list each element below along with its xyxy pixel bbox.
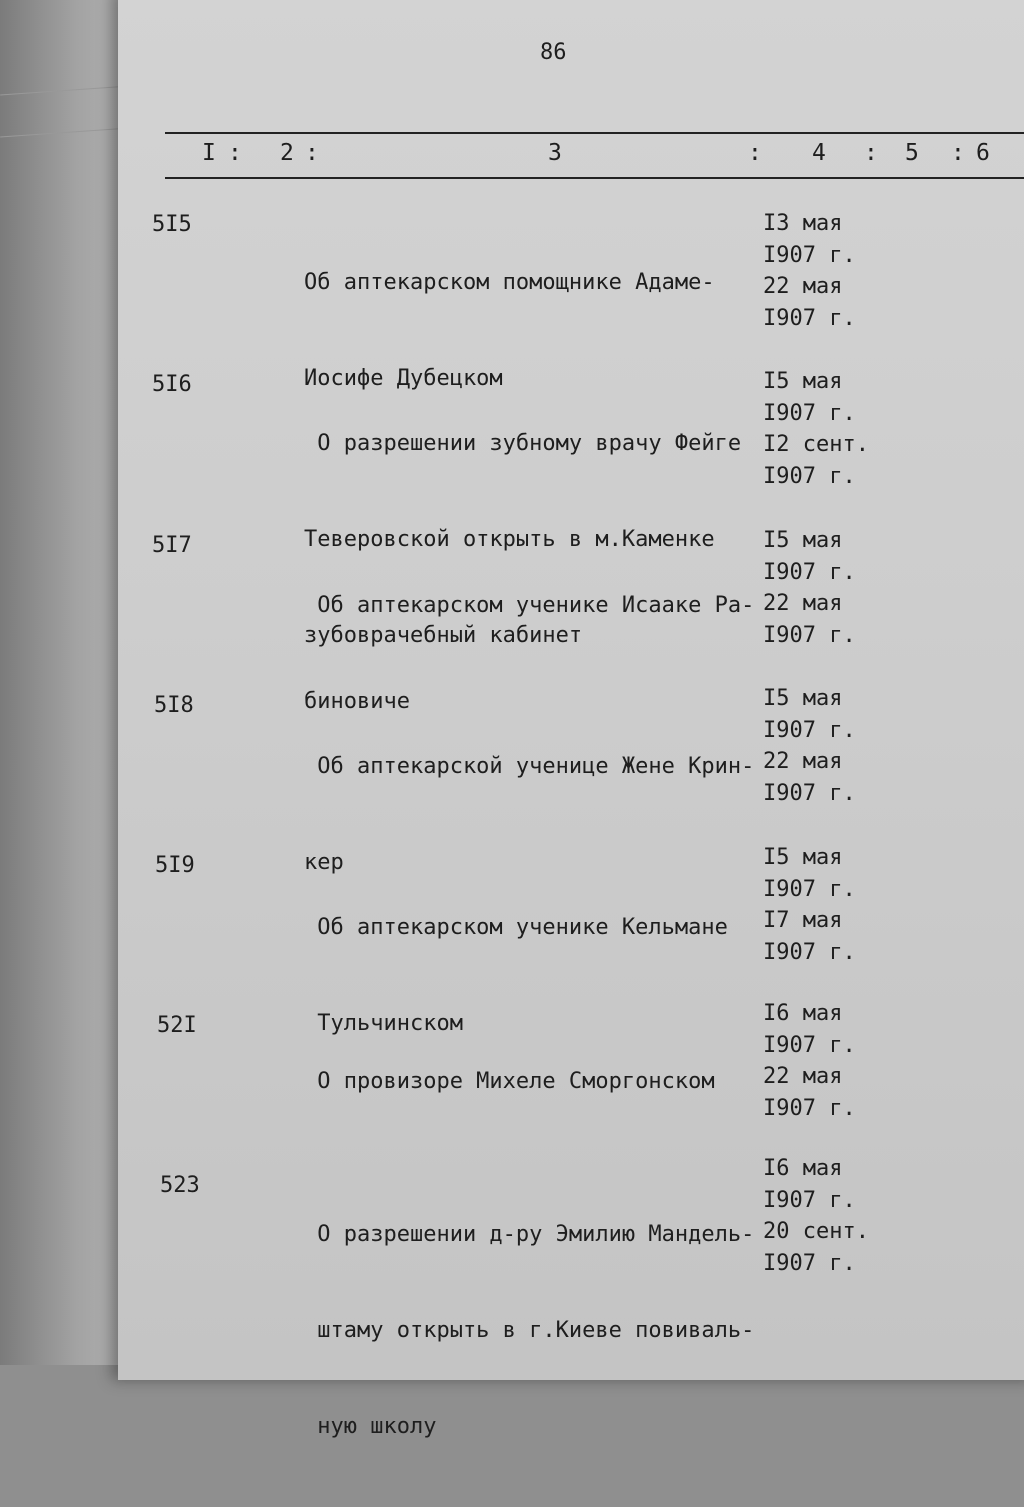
end-year: I907 г.: [763, 1095, 856, 1121]
start-year: I907 г.: [763, 242, 856, 268]
start-day: I3 мая: [763, 211, 843, 236]
date-range: [763, 683, 856, 809]
start-day: I6 мая: [763, 1156, 843, 1181]
end-day: 22 мая: [763, 591, 843, 616]
column-separator: :: [864, 140, 878, 166]
date-range: [763, 1153, 869, 1279]
column-1-label: I: [202, 140, 216, 166]
start-year: I907 г.: [763, 559, 856, 585]
description-line: штаму открыть в г.Киеве повиваль-: [304, 1318, 755, 1343]
description-line: О провизоре Михеле Сморгонском: [304, 1069, 715, 1094]
case-number: 5I9: [155, 853, 195, 878]
description-line: Иосифе Дубецком: [304, 366, 503, 391]
column-3-label: 3: [548, 140, 562, 166]
date-range: [763, 366, 869, 492]
date-range: [763, 842, 856, 968]
end-year: I907 г.: [763, 780, 856, 806]
start-year: I907 г.: [763, 717, 856, 743]
end-day: 22 мая: [763, 274, 843, 299]
column-separator: :: [228, 140, 242, 166]
end-year: I907 г.: [763, 305, 856, 331]
case-number: 5I8: [154, 693, 194, 718]
description-line: Об аптекарской ученице Жене Крин-: [304, 754, 755, 779]
end-day: I7 мая: [763, 908, 843, 933]
table-header-rule-bottom: [165, 177, 1024, 179]
case-number: 523: [160, 1173, 200, 1198]
case-description: [304, 1002, 754, 1162]
description-line: Теверовской открыть в м.Каменке: [304, 527, 715, 552]
case-number: 5I5: [152, 212, 192, 237]
end-day: 20 сент.: [763, 1219, 869, 1244]
end-year: I907 г.: [763, 463, 856, 489]
start-year: I907 г.: [763, 1032, 856, 1058]
start-year: I907 г.: [763, 400, 856, 426]
start-year: I907 г.: [763, 1187, 856, 1213]
date-range: [763, 525, 856, 651]
start-day: I6 мая: [763, 1001, 843, 1026]
column-5-label: 5: [905, 140, 919, 166]
previous-page-rule: [0, 85, 130, 95]
description-line: Об аптекарском ученике Исааке Ра-: [304, 593, 755, 618]
case-description: [304, 1155, 754, 1507]
description-line: биновиче: [304, 689, 410, 714]
case-number: 52I: [157, 1013, 197, 1038]
end-year: I907 г.: [763, 622, 856, 648]
case-number: 5I6: [152, 372, 192, 397]
column-separator: :: [305, 140, 319, 166]
start-day: I5 мая: [763, 528, 843, 553]
end-day: 22 мая: [763, 1064, 843, 1089]
date-range: [763, 998, 856, 1124]
column-separator: :: [748, 140, 762, 166]
case-number: 5I7: [152, 533, 192, 558]
description-line: Об аптекарском помощнике Адаме-: [304, 270, 715, 295]
column-2-label: 2: [280, 140, 294, 166]
previous-page-rule: [0, 127, 130, 137]
description-line: Тульчинском: [304, 1011, 463, 1036]
end-year: I907 г.: [763, 939, 856, 965]
description-line: О разрешении зубному врачу Фейге: [304, 431, 742, 456]
start-day: I5 мая: [763, 369, 843, 394]
end-day: 22 мая: [763, 749, 843, 774]
column-separator: :: [951, 140, 965, 166]
description-line: ную школу: [304, 1414, 437, 1439]
start-day: I5 мая: [763, 845, 843, 870]
start-day: I5 мая: [763, 686, 843, 711]
description-line: Об аптекарском ученике Кельмане: [304, 915, 728, 940]
end-day: I2 сент.: [763, 432, 869, 457]
table-header-rule-top: [165, 132, 1024, 134]
description-line: зубоврачебный кабинет: [304, 623, 583, 648]
end-year: I907 г.: [763, 1250, 856, 1276]
start-year: I907 г.: [763, 876, 856, 902]
page-number: 86: [540, 40, 567, 65]
description-line: О разрешении д-ру Эмилию Мандель-: [304, 1222, 755, 1247]
description-line: кер: [304, 850, 344, 875]
column-4-label: 4: [812, 140, 826, 166]
date-range: [763, 208, 856, 334]
column-6-label: 6: [976, 140, 990, 166]
